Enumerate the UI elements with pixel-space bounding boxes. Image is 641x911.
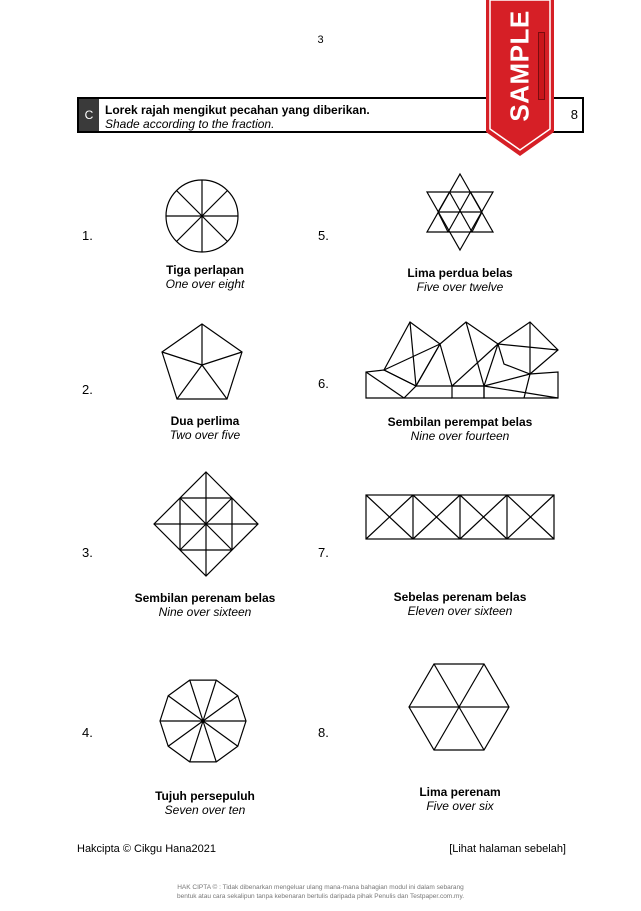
question-5-number: 5. [318, 228, 329, 243]
instruction-english: Shade according to the fraction. [105, 117, 275, 131]
figure-7-crossed-squares-sixteenths[interactable] [364, 493, 556, 541]
question-2-label-english: Two over five [169, 428, 241, 442]
question-8-label [350, 785, 570, 813]
figure-2-pentagon-fifths[interactable] [160, 322, 244, 402]
question-3-number: 3. [82, 545, 93, 560]
figure-1-circle-eighths[interactable] [164, 178, 240, 254]
figure-3-diamond-sixteenths[interactable] [152, 470, 260, 578]
question-5-label [350, 266, 570, 294]
question-7-label-malay: Sebelas perenam belas [393, 590, 527, 604]
section-letter: C [79, 99, 99, 131]
question-4-label [95, 789, 315, 817]
figure-6-squares-fourteenths[interactable] [364, 320, 560, 400]
question-3-label-english: Nine over sixteen [158, 605, 252, 619]
question-2-number: 2. [82, 382, 93, 397]
instruction-malay: Lorek rajah mengikut pecahan yang diberikan. [105, 103, 370, 117]
question-8-label-malay: Lima perenam [419, 785, 501, 799]
question-1-label-malay: Tiga perlapan [166, 263, 244, 277]
question-6-label-malay: Sembilan perempat belas [387, 415, 533, 429]
question-2-label-malay: Dua perlima [170, 414, 240, 428]
question-1-number: 1. [82, 228, 93, 243]
footer-copyright: Hakcipta © Cikgu Hana2021 [77, 843, 216, 855]
question-6-label [350, 415, 570, 443]
question-7-label-english: Eleven over sixteen [407, 604, 513, 618]
question-5-label-english: Five over twelve [416, 280, 504, 294]
ribbon-tag [538, 32, 545, 100]
question-7-label [350, 590, 570, 618]
legal-line-2: bentuk atau cara sekalipun tanpa kebenaran bertulis daripada pihak Penulis dan Testpaper.com.my. [176, 893, 465, 900]
page-number: 3 [317, 34, 324, 46]
question-2-label [95, 414, 315, 442]
question-5-label-malay: Lima perdua belas [407, 266, 513, 280]
question-3-label-malay: Sembilan perenam belas [134, 591, 276, 605]
question-4-label-malay: Tujuh persepuluh [155, 789, 255, 803]
legal-notice [0, 883, 641, 901]
footer-next-page: [Lihat halaman sebelah] [449, 843, 566, 855]
question-3-label [95, 591, 315, 619]
sample-watermark: SAMPLE [504, 10, 535, 122]
question-8-label-english: Five over six [426, 799, 494, 813]
section-marks: 8 [570, 107, 578, 122]
figure-8-hexagon-sixths[interactable] [407, 662, 511, 752]
question-6-label-english: Nine over fourteen [410, 429, 510, 443]
question-4-number: 4. [82, 725, 93, 740]
figure-5-star-twelfths[interactable] [422, 172, 498, 252]
figure-4-decagon-tenths[interactable] [158, 676, 248, 766]
question-1-label [95, 263, 315, 291]
question-6-number: 6. [318, 376, 329, 391]
legal-line-1: HAK CIPTA © : Tidak dibenarkan mengeluar ulang mana-mana bahagian modul ini dalam sebarang [177, 884, 464, 891]
question-4-label-english: Seven over ten [164, 803, 246, 817]
question-7-number: 7. [318, 545, 329, 560]
question-1-label-english: One over eight [165, 277, 245, 291]
question-8-number: 8. [318, 725, 329, 740]
